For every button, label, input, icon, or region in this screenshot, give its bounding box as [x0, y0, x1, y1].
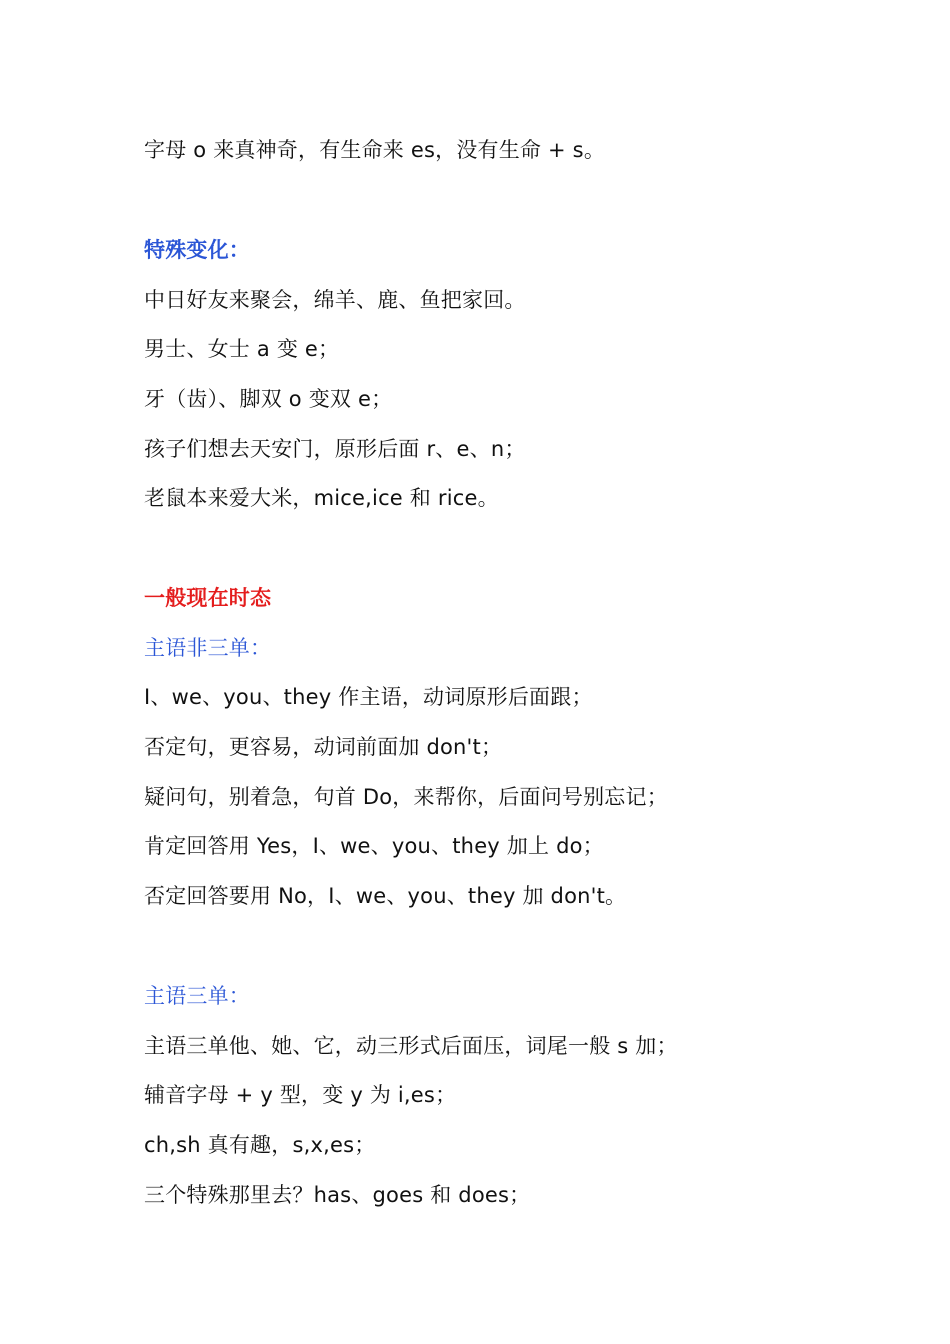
- special-line: 中日好友来聚会，绵羊、鹿、鱼把家回。: [144, 288, 526, 312]
- non-third-heading: 主语非三单：: [144, 636, 272, 660]
- section-title: 一般现在时态: [144, 586, 272, 610]
- third-line: 辅音字母 + y 型，变 y 为 i,es；: [144, 1083, 457, 1107]
- third-line: 主语三单他、她、它，动三形式后面压，词尾一般 s 加；: [144, 1034, 678, 1058]
- special-line: 孩子们想去天安门，原形后面 r、e、n；: [144, 437, 526, 461]
- non-third-line: 否定句，更容易，动词前面加 don't；: [144, 735, 503, 759]
- third-heading: 主语三单：: [144, 984, 250, 1008]
- non-third-line: 肯定回答用 Yes，I、we、you、they 加上 do；: [144, 834, 604, 858]
- third-line: ch,sh 真有趣，s,x,es；: [144, 1133, 376, 1157]
- non-third-line: 疑问句，别着急，句首 Do，来帮你，后面问号别忘记；: [144, 785, 668, 809]
- special-line: 男士、女士 a 变 e；: [144, 337, 340, 361]
- third-line: 三个特殊那里去？has、goes 和 does；: [144, 1183, 531, 1207]
- special-line: 老鼠本来爱大米，mice,ice 和 rice。: [144, 486, 499, 510]
- non-third-line: 否定回答要用 No，I、we、you、they 加 don't。: [144, 884, 627, 908]
- intro-line: 字母 o 来真神奇，有生命来 es，没有生命 + s。: [144, 138, 606, 162]
- special-line: 牙（齿）、脚双 o 变双 e；: [144, 387, 393, 411]
- non-third-line: I、we、you、they 作主语，动词原形后面跟；: [144, 685, 593, 709]
- special-heading: 特殊变化：: [144, 238, 250, 262]
